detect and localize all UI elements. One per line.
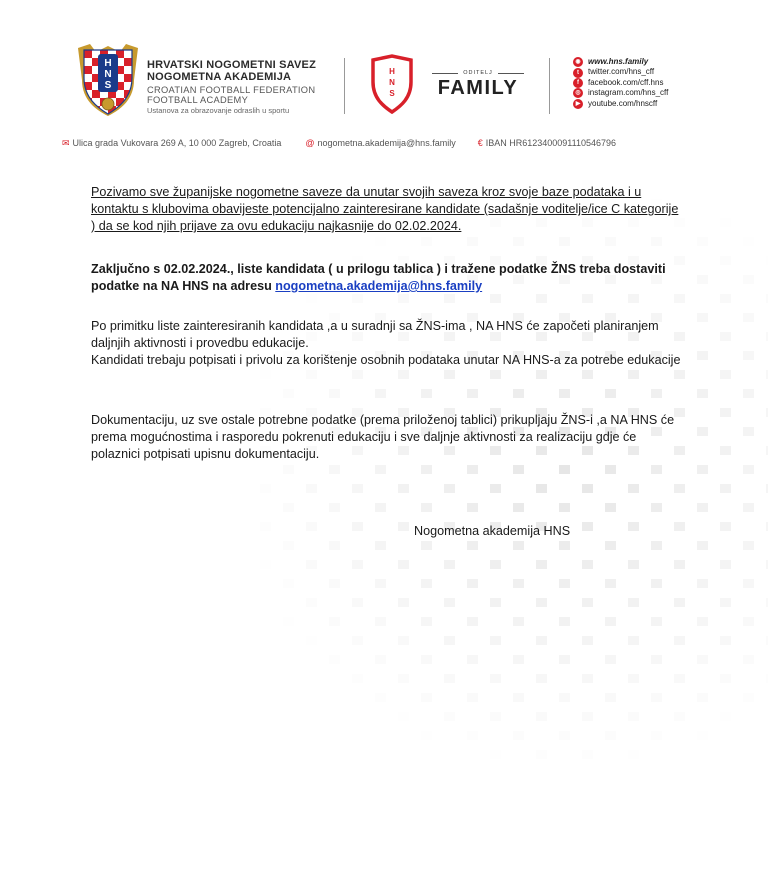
paragraph-documentation: Dokumentaciju, uz sve ostale potrebne podatke (prema priloženoj tablici) prikupljaju ŽNS-i ,a NA HNS će prema mogućnostima i rasporedu pokrenuti edukaciju i sve daljnje aktivnosti za realizaciju gdje će polaznici potpisati upisnu dokumentaciju. bbox=[91, 413, 675, 461]
website-link[interactable]: www.hns.family bbox=[588, 57, 649, 66]
svg-text:N: N bbox=[389, 78, 395, 87]
paragraph-deadline-text: Zaključno s 02.02.2024., liste kandidata ( u prilogu tablica ) i tražene podatke ŽNS treba dostaviti podatke na NA HNS na adresu bbox=[91, 262, 666, 293]
paragraph-next-steps bbox=[91, 318, 681, 369]
family-word: FAMILY bbox=[437, 77, 519, 99]
instagram-icon: ◎ bbox=[573, 88, 583, 98]
instagram-link[interactable]: instagram.com/hns_cff bbox=[588, 88, 669, 98]
shield-letter-h: H bbox=[104, 58, 112, 69]
org-en-line2: FOOTBALL ACADEMY bbox=[147, 94, 249, 105]
envelope-icon: ✉ bbox=[62, 138, 70, 148]
iban-text: IBAN HR6123400091110546796 bbox=[485, 138, 616, 148]
address-text: Ulica grada Vukovara 269 A, 10 000 Zagreb, Croatia bbox=[72, 138, 282, 148]
paragraph-next-steps-line1: Po primitku liste zainteresiranih kandidata ,a u suradnji sa ŽNS-ima , NA HNS će započeti planiranjem daljnjih aktivnosti i provedbu edukacije. bbox=[91, 319, 659, 350]
email-text[interactable]: nogometna.akademija@hns.family bbox=[317, 138, 456, 148]
shield-letter-n: N bbox=[104, 69, 112, 80]
youtube-icon: ▶ bbox=[573, 99, 583, 109]
header-divider-2 bbox=[549, 58, 550, 114]
email-link[interactable]: nogometna.akademija@hns.family bbox=[275, 279, 483, 293]
facebook-link[interactable]: facebook.com/cff.hns bbox=[588, 77, 664, 87]
facebook-icon: f bbox=[573, 78, 583, 88]
paragraph-deadline bbox=[91, 261, 681, 295]
twitter-link[interactable]: twitter.com/hns_cff bbox=[588, 67, 655, 77]
hns-badge-logo bbox=[367, 54, 417, 114]
paragraph-invitation: Pozivamo sve županijske nogometne saveze da unutar svojih saveza kroz svoje baze podataka i u kontaktu s klubovima obavijeste potencijalno zainteresirane kandidate (sadašnje voditelje/ice C kategorije ) da se kod njih prijave za ovu edukaciju najkasnije do 02.02.2024. bbox=[91, 185, 679, 233]
youtube-link[interactable]: youtube.com/hnscff bbox=[588, 98, 658, 108]
family-logo bbox=[432, 70, 524, 100]
svg-text:S: S bbox=[389, 89, 395, 98]
contact-bar bbox=[62, 138, 712, 149]
shield-letter-s: S bbox=[104, 80, 112, 91]
football-icon bbox=[102, 98, 114, 110]
paragraph-next-steps-line2: Kandidati trebaju potpisati i privolu za korištenje osobnih podataka unutar NA HNS-a za potrebe edukacije bbox=[91, 353, 681, 367]
at-icon: @ bbox=[305, 138, 315, 148]
hns-shield-logo bbox=[76, 44, 140, 116]
org-name-line1: HRVATSKI NOGOMETNI SAVEZ bbox=[147, 59, 316, 71]
organization-name bbox=[147, 60, 316, 114]
twitter-icon: t bbox=[573, 68, 583, 78]
family-kicker: ODITELJ bbox=[463, 70, 493, 76]
org-name-line2: NOGOMETNA AKADEMIJA bbox=[147, 70, 292, 83]
signature: Nogometna akademija HNS bbox=[414, 524, 571, 538]
svg-text:H: H bbox=[389, 67, 395, 76]
social-links bbox=[573, 57, 668, 109]
org-en-line1: CROATIAN FOOTBALL FEDERATION bbox=[147, 85, 316, 96]
org-subtitle: Ustanova za obrazovanje odraslih u sportu bbox=[147, 105, 290, 115]
globe-icon: ◉ bbox=[573, 57, 583, 67]
euro-icon: € bbox=[477, 138, 483, 148]
header-divider bbox=[344, 58, 345, 114]
